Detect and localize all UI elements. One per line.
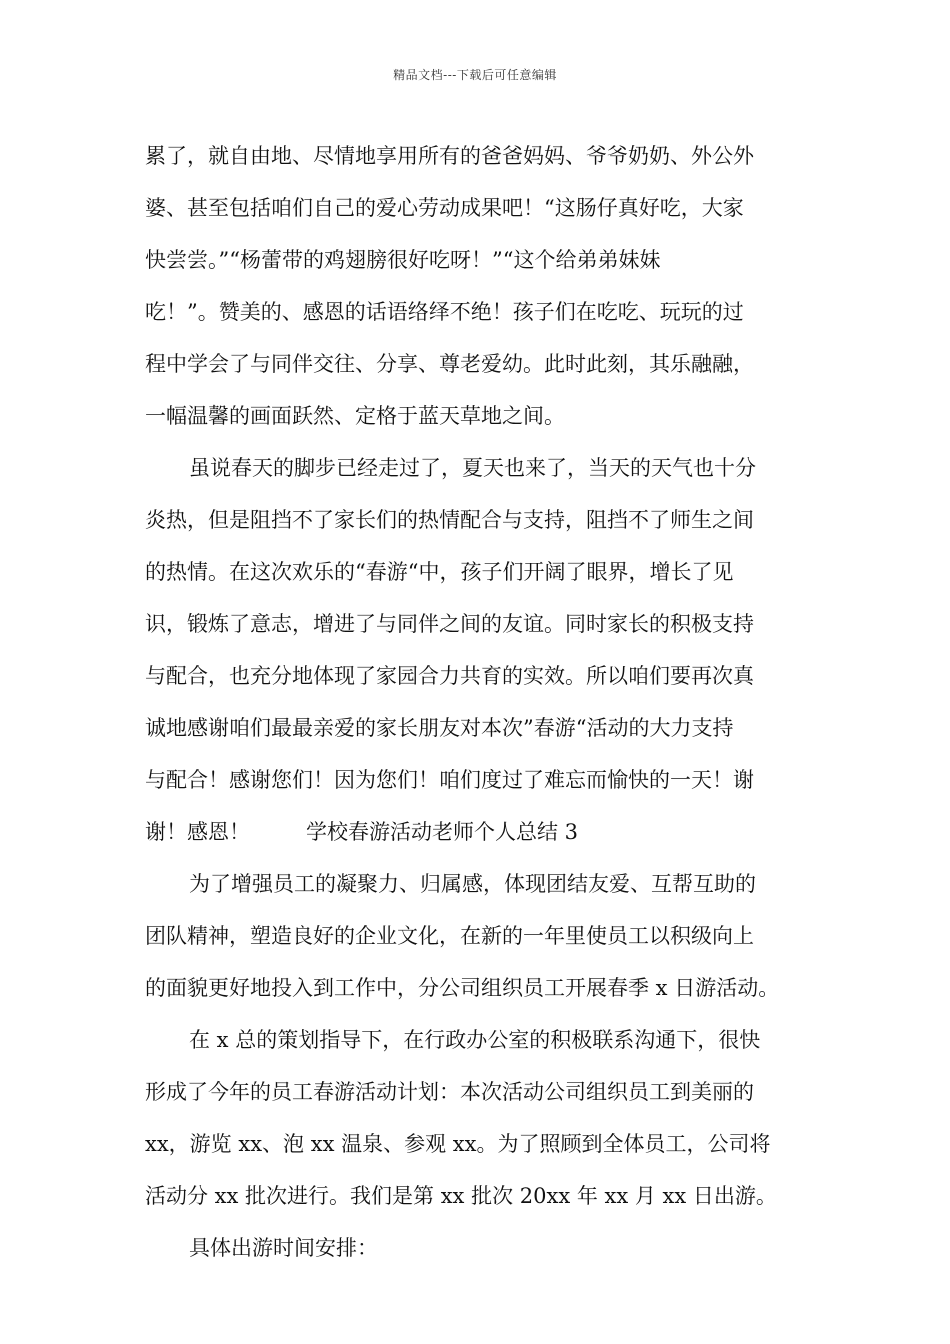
text-line: 的面貌更好地投入到工作中，分公司组织员工开展春季 x 日游活动。	[145, 976, 780, 1000]
text-line: 程中学会了与同伴交往、分享、尊老爱幼。此时此刻，其乐融融，	[145, 352, 754, 376]
text-line: 识，锻炼了意志，增进了与同伴之间的友谊。同时家长的积极支持	[145, 612, 754, 636]
text-line: xx，游览 xx、泡 xx 温泉、参观 xx。为了照顾到全体员工，公司将	[145, 1132, 771, 1156]
text-line: 婆、甚至包括咱们自己的爱心劳动成果吧！“这肠仔真好吃，大家	[145, 196, 744, 220]
text-line: 炎热，但是阻挡不了家长们的热情配合与支持，阻挡不了师生之间	[145, 508, 754, 532]
text-line: 在 x 总的策划指导下，在行政办公室的积极联系沟通下，很快	[189, 1028, 761, 1052]
text-line: 的热情。在这次欢乐的“春游“中，孩子们开阔了眼界，增长了见	[145, 560, 734, 584]
document-body	[145, 130, 815, 1274]
text-line: 累了，就自由地、尽情地享用所有的爸爸妈妈、爷爷奶奶、外公外	[145, 144, 754, 168]
section-title: 学校春游活动老师个人总结 3	[306, 820, 579, 844]
text-line: 一幅温馨的画面跃然、定格于蓝天草地之间。	[145, 404, 565, 428]
text-line: 为了增强员工的凝聚力、归属感，体现团结友爱、互帮互助的	[189, 872, 756, 896]
text-line: 快尝尝。”“杨蕾带的鸡翅膀很好吃呀！”“这个给弟弟妹妹	[145, 248, 661, 272]
page-header: 精品文档---下载后可任意编辑	[393, 68, 557, 82]
text-line: 形成了今年的员工春游活动计划：本次活动公司组织员工到美丽的	[145, 1080, 754, 1104]
text-line: 虽说春天的脚步已经走过了，夏天也来了，当天的天气也十分	[189, 456, 756, 480]
text-segment: 谢！感恩！	[145, 820, 250, 844]
text-line-with-title	[145, 806, 815, 858]
text-line: 与配合！感谢您们！因为您们！咱们度过了难忘而愉快的一天！谢	[145, 768, 754, 792]
text-line: 诚地感谢咱们最最亲爱的家长朋友对本次”春游“活动的大力支持	[145, 716, 734, 740]
text-line: 活动分 xx 批次进行。我们是第 xx 批次 20xx 年 xx 月 xx 日出游。	[145, 1184, 777, 1208]
text-line: 团队精神，塑造良好的企业文化，在新的一年里使员工以积级向上	[145, 924, 754, 948]
text-line: 吃！”。赞美的、感恩的话语络绎不绝！孩子们在吃吃、玩玩的过	[145, 300, 744, 324]
text-line: 具体出游时间安排：	[189, 1236, 378, 1260]
text-line: 与配合，也充分地体现了家园合力共育的实效。所以咱们要再次真	[145, 664, 754, 688]
